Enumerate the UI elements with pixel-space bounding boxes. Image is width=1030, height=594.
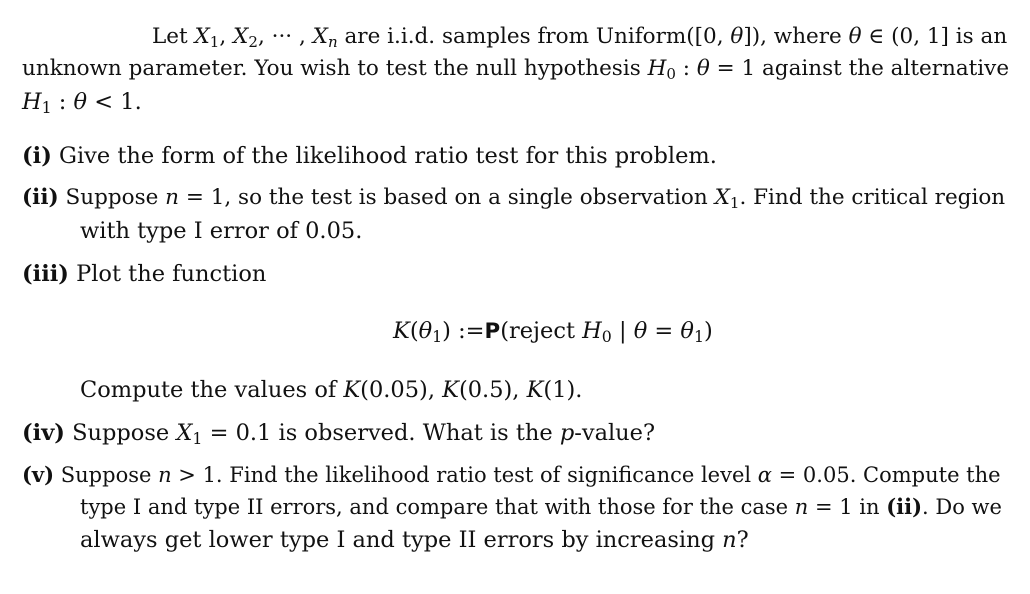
math-sub: 1 — [192, 428, 203, 448]
item-reference: (ii) — [886, 494, 923, 519]
intro-text: Let — [152, 24, 195, 49]
item-label: (v) — [22, 462, 55, 487]
item-text: ? — [736, 527, 749, 553]
item-i — [22, 143, 717, 169]
item-ii — [22, 185, 1005, 212]
math-sub: 1 — [432, 326, 443, 346]
math-var: θ — [730, 24, 744, 49]
math-var: θ — [633, 318, 648, 344]
math-text: , ··· , — [257, 24, 313, 49]
item-text: type I and type II errors, and compare that with those for the case — [80, 495, 795, 519]
math-var: θ — [680, 318, 694, 344]
item-text: = 0.05. Compute the — [771, 463, 1001, 487]
math-var: θ — [696, 56, 710, 81]
math-var: θ — [418, 318, 433, 344]
math-text: (1). — [543, 377, 583, 403]
math-text: ( — [409, 318, 419, 344]
math-var: n — [722, 527, 737, 553]
math-var: H — [647, 56, 667, 81]
item-label: (iv) — [22, 420, 65, 446]
math-var: K — [343, 377, 361, 403]
intro-text: ∈ (0, 1] is an — [861, 24, 1008, 49]
math-var: K — [393, 318, 410, 344]
math-var: H — [582, 318, 602, 344]
math-var: X — [233, 24, 249, 49]
intro-text: = 1 against the alternative — [709, 56, 1010, 81]
item-text: Suppose — [72, 420, 177, 446]
item-label: (ii) — [22, 185, 59, 210]
intro-line-3 — [22, 89, 142, 117]
math-sub: n — [327, 32, 338, 51]
item-iv — [22, 420, 655, 448]
math-sub: 2 — [248, 32, 258, 51]
math-var: θ — [73, 89, 88, 115]
item-label: (iii) — [22, 261, 69, 287]
math-sub: 1 — [693, 326, 704, 346]
math-var: θ — [848, 24, 862, 49]
math-var: n — [165, 185, 180, 210]
item-iii-compute — [80, 377, 582, 403]
item-text: Suppose — [60, 463, 159, 487]
math-text: : — [51, 89, 74, 115]
item-text: = 1, so the test is based on a single observation — [179, 185, 715, 210]
math-var: X — [312, 24, 328, 49]
item-text: Give the form of the likelihood ratio test for this problem. — [59, 143, 717, 169]
item-text: Suppose — [65, 185, 166, 210]
math-text: : — [675, 56, 697, 81]
math-var: K — [526, 377, 544, 403]
math-text: ) — [703, 318, 713, 344]
math-var: n — [158, 463, 172, 487]
item-text: -value? — [574, 420, 656, 446]
math-text: (reject — [500, 318, 583, 344]
item-v-cont-2 — [80, 527, 749, 553]
item-text: with type I error of 0.05. — [80, 218, 363, 244]
item-text: = 1 in — [808, 495, 887, 519]
item-iii — [22, 261, 266, 287]
math-text: | — [611, 318, 634, 344]
math-text: (0.05), — [360, 377, 443, 403]
math-var: α — [757, 463, 772, 487]
math-sub: 0 — [666, 64, 676, 83]
item-text: = 0.1 is observed. What is the — [202, 420, 560, 446]
math-sub: 1 — [41, 97, 52, 117]
intro-line-1 — [152, 24, 1007, 51]
intro-text: unknown parameter. You wish to test the null hypothesis — [22, 56, 648, 81]
math-sub: 1 — [209, 32, 220, 51]
item-text: . Find the critical region — [739, 185, 1006, 210]
math-var: H — [22, 89, 42, 115]
item-v — [22, 462, 1001, 487]
intro-text: are i.i.d. samples from Uniform([0, — [337, 24, 731, 49]
math-var: n — [794, 495, 809, 519]
math-var: X — [194, 24, 210, 49]
math-sub: 0 — [601, 326, 612, 346]
intro-text: ]), where — [743, 24, 849, 49]
math-text: < 1. — [87, 89, 142, 115]
item-text: Compute the values of — [80, 377, 344, 403]
math-var: X — [714, 185, 730, 210]
math-text: = — [647, 318, 681, 344]
item-label: (i) — [22, 143, 52, 169]
item-text: always get lower type I and type II errors by increasing — [80, 527, 723, 553]
math-text: ) := — [442, 318, 485, 344]
math-sub: 1 — [729, 193, 740, 212]
math-text: (0.5), — [458, 377, 527, 403]
intro-line-2 — [22, 56, 1009, 83]
item-v-cont-1 — [80, 494, 1002, 519]
math-var: p — [559, 420, 575, 446]
item-text: > 1. Find the likelihood ratio test of significance level — [171, 463, 758, 487]
math-var: K — [442, 377, 459, 403]
display-equation — [393, 318, 713, 346]
math-probability: P — [484, 319, 501, 344]
math-text: , — [219, 24, 234, 49]
math-var: X — [176, 420, 193, 446]
item-ii-cont — [80, 218, 362, 244]
item-text: . Do we — [922, 495, 1002, 519]
item-text: Plot the function — [76, 261, 267, 287]
